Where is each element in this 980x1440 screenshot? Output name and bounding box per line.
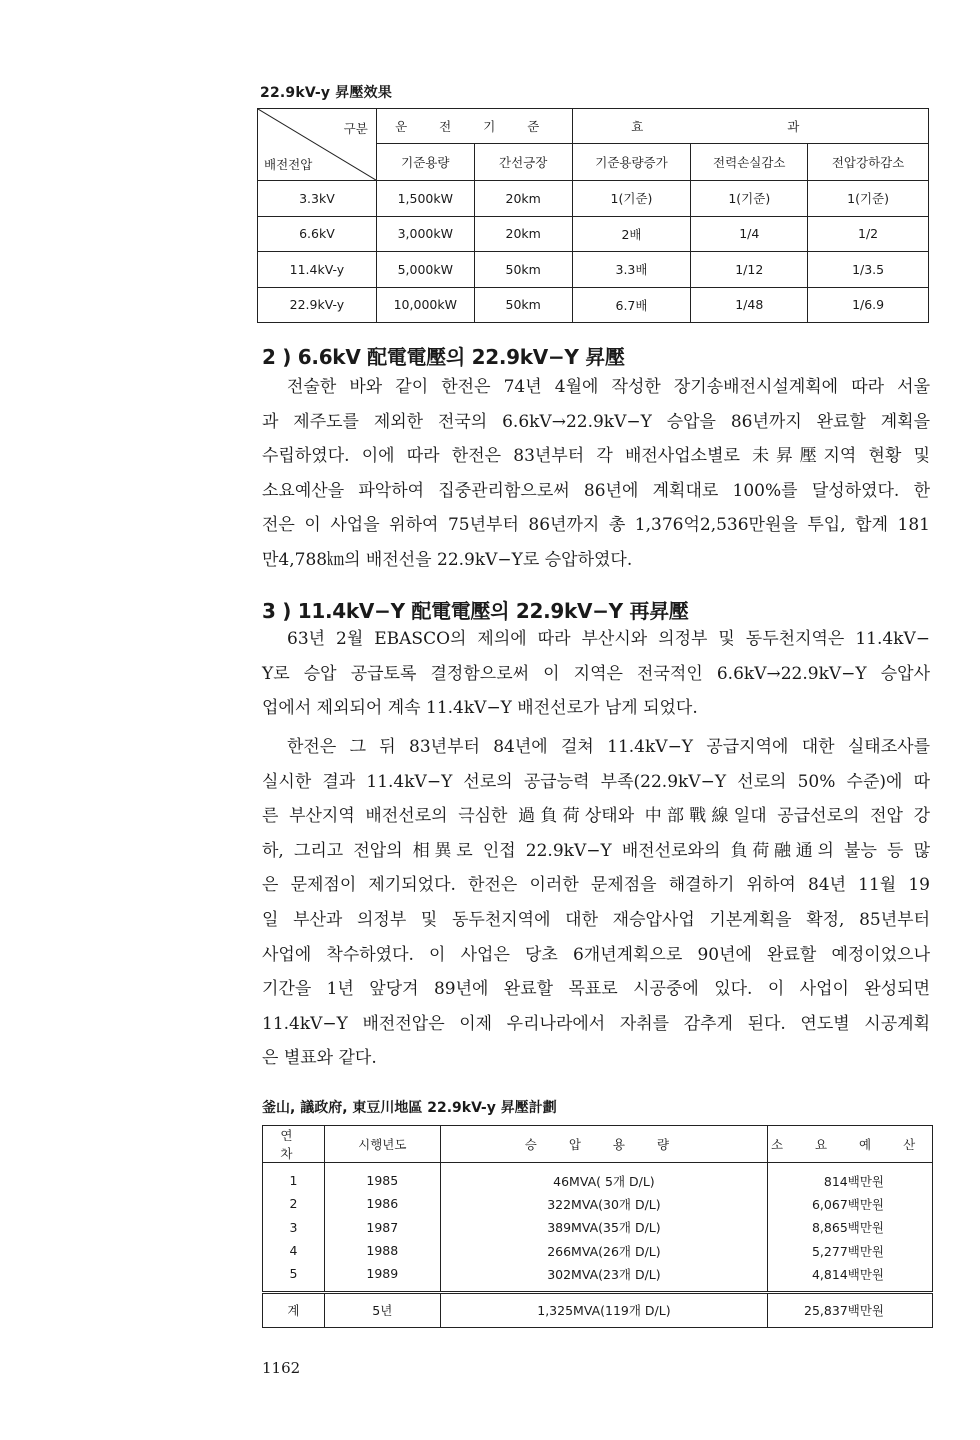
text-line: 전은 이 사업을 위하여 75년부터 86년까지 총 1,376억2,536만원을 투입, 합계 181 <box>262 515 930 536</box>
drop-reduction-cell: 1/3.5 <box>808 252 929 288</box>
table-row <box>258 216 929 252</box>
text-line: 른 부산지역 배전선로의 극심한 過負荷상태와 中部戰線일대 공급선로의 전압 강 <box>262 806 930 827</box>
table-row <box>263 1263 933 1293</box>
voltage-cell: 3.3kV <box>258 181 377 217</box>
total-row <box>263 1292 933 1327</box>
text-line: 만4,788㎞의 배전선을 22.9kV−Y로 승압하였다. <box>262 549 633 570</box>
header-budget: 소 요 예 산 <box>768 1126 933 1163</box>
year-cell: 1989 <box>324 1263 440 1293</box>
text-line: 하, 그리고 전압의 相異로 인접 22.9kV−Y 배전선로와의 負荷融通의 불능 등 많 <box>262 840 930 861</box>
voltage-cell: 22.9kV-y <box>258 287 377 323</box>
drop-reduction-cell: 1/6.9 <box>808 287 929 323</box>
upgrade-plan-table <box>262 1125 933 1328</box>
subheader-length: 간선긍장 <box>474 144 572 181</box>
budget-cell: 814백만원 <box>768 1163 933 1193</box>
text-line: 기간을 1년 앞당겨 89년에 완료할 목표로 시공중에 있다. 이 사업이 완성되면 <box>262 979 930 1000</box>
table-row <box>258 287 929 323</box>
text-line: 한전은 그 뒤 83년부터 84년에 걸쳐 11.4kV−Y 공급지역에 대한 실태조사를 <box>287 737 930 757</box>
year-cell: 1987 <box>324 1216 440 1240</box>
budget-cell: 5,277백만원 <box>768 1239 933 1263</box>
voltage-cell: 6.6kV <box>258 216 377 252</box>
cap-increase-cell: 1(기준) <box>572 181 691 217</box>
length-cell: 20km <box>474 216 572 252</box>
capacity-cell: 322MVA(30개 D/L) <box>440 1192 767 1216</box>
text-line: 과 제주도를 제외한 전국의 6.6kV→22.9kV−Y 승압을 86년까지 완료할 계획을 <box>262 411 930 432</box>
table-row <box>263 1216 933 1240</box>
phase-cell: 3 <box>263 1216 325 1240</box>
corner-top-label: 구분 <box>343 121 368 136</box>
phase-cell: 5 <box>263 1263 325 1293</box>
drop-reduction-cell: 1/2 <box>808 216 929 252</box>
phase-cell: 2 <box>263 1192 325 1216</box>
text-line: 업에서 제외되어 계속 11.4kV−Y 배전선로가 남게 되었다. <box>262 698 698 719</box>
table-row <box>263 1239 933 1263</box>
text-line: 수립하였다. 이에 따라 한전은 83년부터 각 배전사업소별로 未昇壓지역 현황 및 <box>262 446 930 467</box>
total-budget-cell: 25,837백만원 <box>768 1292 933 1327</box>
section3-heading: 3 ) 11.4kV−Y 配電電壓의 22.9kV−Y 再昇壓 <box>262 599 689 623</box>
budget-cell: 8,865백만원 <box>768 1216 933 1240</box>
text-line: 은 문제점이 제기되었다. 한전은 이러한 문제점을 해결하기 위하여 84년 11월 19 <box>262 875 930 896</box>
length-cell: 50km <box>474 287 572 323</box>
cap-increase-cell: 3.3배 <box>572 252 691 288</box>
capacity-cell: 1,500kW <box>376 181 474 217</box>
loss-reduction-cell: 1(기준) <box>691 181 808 217</box>
table-row <box>263 1163 933 1193</box>
capacity-cell: 5,000kW <box>376 252 474 288</box>
drop-reduction-cell: 1(기준) <box>808 181 929 217</box>
budget-cell: 4,814백만원 <box>768 1263 933 1293</box>
subheader-drop-reduction: 전압강하감소 <box>808 144 929 181</box>
length-cell: 20km <box>474 181 572 217</box>
cap-increase-cell: 6.7배 <box>572 287 691 323</box>
phase-cell: 4 <box>263 1239 325 1263</box>
section2-paragraph <box>262 370 930 578</box>
section3-paragraph-2 <box>262 730 930 1076</box>
header-year: 시행년도 <box>324 1126 440 1163</box>
text-line: 전술한 바와 같이 한전은 74년 4월에 작성한 장기송배전시설계획에 따라 서울 <box>287 377 930 397</box>
capacity-cell: 3,000kW <box>376 216 474 252</box>
text-line: 소요예산을 파악하여 집중관리함으로써 86년에 계획대로 100%를 달성하였다. 한 <box>262 480 930 501</box>
year-cell: 1988 <box>324 1239 440 1263</box>
budget-cell: 6,067백만원 <box>768 1192 933 1216</box>
capacity-cell: 389MVA(35개 D/L) <box>440 1216 767 1240</box>
capacity-cell: 46MVA( 5개 D/L) <box>440 1163 767 1193</box>
year-cell: 1985 <box>324 1163 440 1193</box>
total-label-cell: 계 <box>263 1292 325 1327</box>
phase-cell: 1 <box>263 1163 325 1193</box>
subheader-cap-increase: 기준용량증가 <box>572 144 691 181</box>
page-number: 1162 <box>262 1359 301 1377</box>
loss-reduction-cell: 1/48 <box>691 287 808 323</box>
corner-bottom-label: 배전전압 <box>264 157 313 172</box>
table1-caption: 22.9kV-y 昇壓效果 <box>260 85 393 101</box>
table1-corner-cell <box>258 109 377 181</box>
upgrade-effect-table <box>257 108 929 323</box>
voltage-cell: 11.4kV-y <box>258 252 377 288</box>
subheader-capacity: 기준용량 <box>376 144 474 181</box>
table-row <box>258 252 929 288</box>
text-line: 일 부산과 의정부 및 동두천지역에 대한 재승압사업 기본계획을 확정, 85년부터 <box>262 909 930 930</box>
subheader-loss-reduction: 전력손실감소 <box>691 144 808 181</box>
capacity-cell: 10,000kW <box>376 287 474 323</box>
text-line: Y로 승압 공급토록 결정함으로써 이 지역은 전국적인 6.6kV→22.9kV−Y 승압사 <box>262 663 930 684</box>
group-operating-header: 운 전 기 준 <box>376 109 572 144</box>
year-cell: 1986 <box>324 1192 440 1216</box>
cap-increase-cell: 2배 <box>572 216 691 252</box>
total-capacity-cell: 1,325MVA(119개 D/L) <box>440 1292 767 1327</box>
text-line: 11.4kV−Y 배전전압은 이제 우리나라에서 자취를 감추게 된다. 연도별 시공계획 <box>262 1013 930 1034</box>
text-line: 63년 2월 EBASCO의 제의에 따라 부산시와 의정부 및 동두천지역은 11.4kV− <box>287 629 930 649</box>
text-line: 사업에 착수하였다. 이 사업은 당초 6개년계획으로 90년에 완료할 예정이었으나 <box>262 944 930 965</box>
table-row <box>263 1192 933 1216</box>
table-row <box>258 181 929 217</box>
loss-reduction-cell: 1/12 <box>691 252 808 288</box>
section2-heading: 2 ) 6.6kV 配電電壓의 22.9kV−Y 昇壓 <box>262 345 625 369</box>
total-years-cell: 5년 <box>324 1292 440 1327</box>
capacity-cell: 302MVA(23개 D/L) <box>440 1263 767 1293</box>
group-effect-header: 효 과 <box>572 109 928 144</box>
text-line: 은 별표와 같다. <box>262 1048 377 1069</box>
table2-caption: 釜山, 議政府, 東豆川地區 22.9kV-y 昇壓計劃 <box>262 1100 557 1116</box>
section3-paragraph-1 <box>262 622 930 726</box>
text-line: 실시한 결과 11.4kV−Y 선로의 공급능력 부족(22.9kV−Y 선로의 50% 수준)에 따 <box>262 771 930 792</box>
length-cell: 50km <box>474 252 572 288</box>
header-phase: 연 차 <box>263 1126 325 1163</box>
capacity-cell: 266MVA(26개 D/L) <box>440 1239 767 1263</box>
header-capacity: 승 압 용 량 <box>440 1126 767 1163</box>
loss-reduction-cell: 1/4 <box>691 216 808 252</box>
